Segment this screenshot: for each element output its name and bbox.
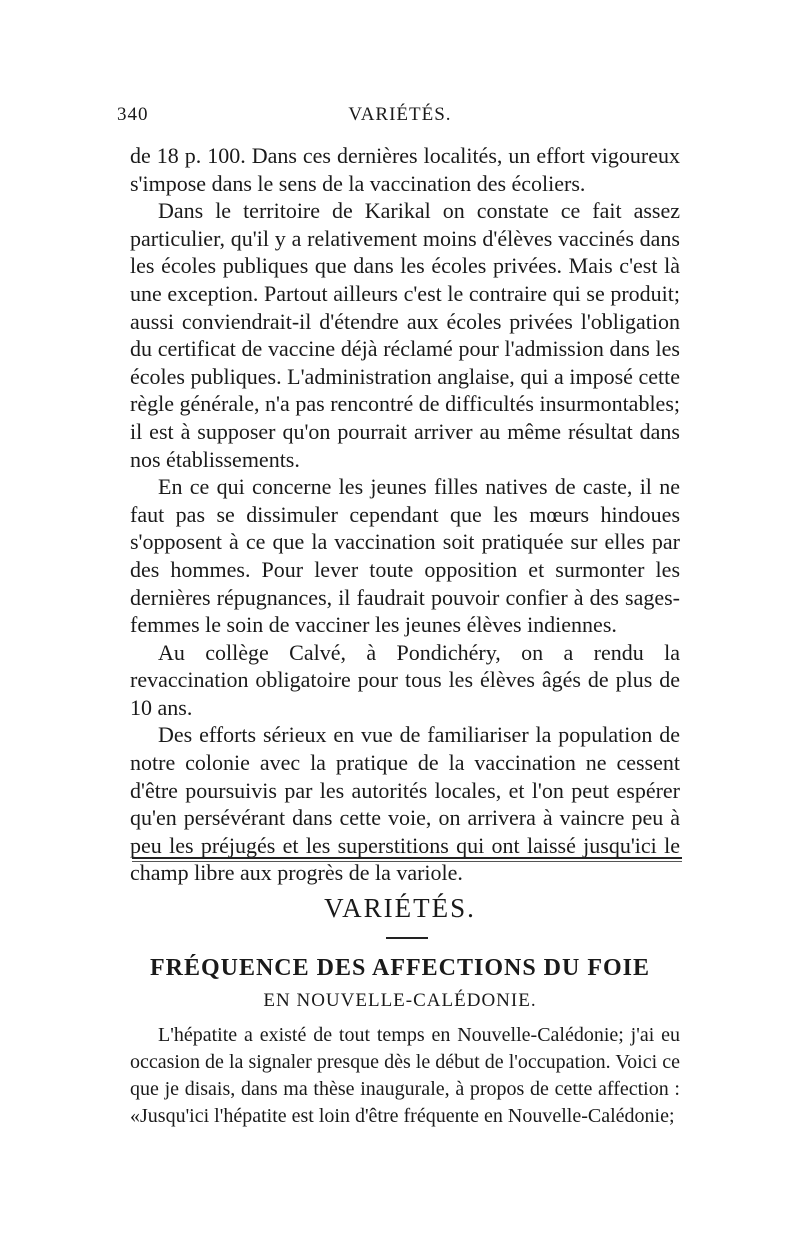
section-divider bbox=[132, 857, 682, 862]
paragraph-karikal: Dans le territoire de Karikal on constate ce fait assez particulier, qu'il y a relativement moins d'élèves vaccinés dans les écoles publiques que dans les écoles privées. Mais c'est là une exception. Partout ailleurs c'est le contraire qui se produit; aussi conviendrait-il d'étendre aux écoles privées l'obligation du certificat de vaccine déjà réclamé pour l'admission dans les écoles publiques. L'administration anglaise, qui a imposé cette règle générale, n'a pas rencontré de difficultés insurmontables; il est à supposer qu'on pourrait arriver au même résultat dans nos établissements. bbox=[130, 198, 680, 472]
paragraph-continuation: de 18 p. 100. Dans ces dernières localités, un effort vigoureux s'impose dans le sens de la vaccination des écoliers. bbox=[130, 143, 680, 196]
article-paragraph: L'hépatite a existé de tout temps en Nouvelle-Calédonie; j'ai eu occasion de la signaler presque dès le début de l'occupation. Voici ce que je disais, dans ma thèse inaugurale, à propos de cette affection : «Jusqu'ici l'hépatite est loin d'être fréquente en Nouvelle-Calédonie; bbox=[130, 1024, 680, 1127]
paragraph-efforts: Des efforts sérieux en vue de familiariser la population de notre colonie avec la pratique de la vaccination ne cessent d'être poursuivis par les autorités locales, et l'on peut espérer qu'en persévérant dans cette voie, on arrivera à vaincre peu à peu les préjugés et les superstitions qui ont laissé jusqu'ici le champ libre aux progrès de la variole. bbox=[130, 722, 680, 886]
running-title: VARIÉTÉS. bbox=[348, 104, 452, 125]
body-text bbox=[130, 142, 680, 887]
section-title: VARIÉTÉS. bbox=[324, 893, 476, 923]
article-title: FRÉQUENCE DES AFFECTIONS DU FOIE bbox=[149, 955, 651, 981]
paragraph-college-calve: Au collège Calvé, à Pondichéry, on a rendu la revaccination obligatoire pour tous les élèves âgés de plus de 10 ans. bbox=[130, 639, 680, 720]
title-rule bbox=[386, 937, 428, 939]
paragraph-jeunes-filles: En ce qui concerne les jeunes filles natives de caste, il ne faut pas se dissimuler cependant que les mœurs hindoues s'opposent à ce que la vaccination soit pratiquée sur elles par des hommes. Pour lever toute opposition et surmonter les dernières répugnances, il faudrait pouvoir confier à des sages-femmes le soin de vacciner les jeunes élèves indiennes. bbox=[130, 474, 680, 638]
page-number: 340 bbox=[117, 104, 149, 125]
article-subtitle: EN NOUVELLE-CALÉDONIE. bbox=[263, 990, 537, 1011]
article-text bbox=[130, 1022, 680, 1130]
running-head bbox=[117, 104, 683, 134]
